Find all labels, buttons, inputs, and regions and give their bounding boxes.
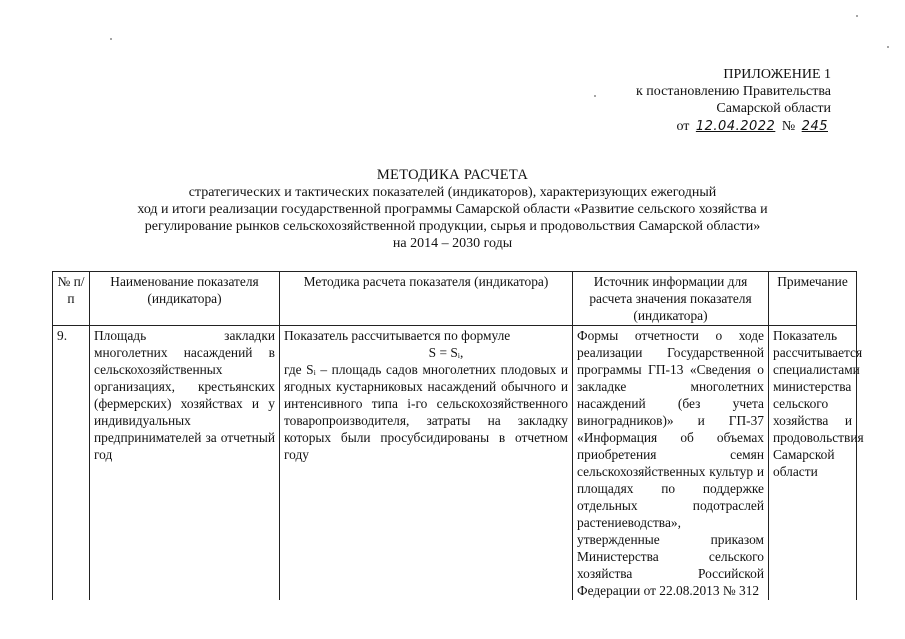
scan-speck	[594, 95, 596, 97]
cell-method	[280, 326, 573, 601]
scan-speck	[110, 38, 112, 40]
table-row	[53, 326, 857, 601]
cell-name: Площадь закладки многолетних насаждений в сельскохозяйственных организациях, крестьянских (фермерских) хозяйствах и у индивидуальных предпринимателей за отчетный год	[90, 326, 280, 601]
method-formula: S = Sᵢ,	[428, 345, 464, 360]
indicator-table	[52, 271, 864, 600]
resolution-number: 245	[801, 119, 828, 134]
number-prefix: №	[781, 119, 796, 134]
resolution-date: 12.04.2022	[695, 119, 776, 134]
header-source: Источник информации для расчета значения показателя (индикатора)	[573, 272, 769, 326]
scan-speck	[856, 15, 858, 17]
scan-speck	[887, 46, 889, 48]
annex-region-line: Самарской области	[716, 101, 831, 116]
title-line-2: ход и итоги реализации государственной программы Самарской области «Развитие сельского хозяйства и	[137, 202, 768, 217]
header-note: Примечание	[769, 272, 857, 326]
method-intro: Показатель рассчитывается по формуле	[284, 328, 511, 343]
header-name: Наименование показателя (индикатора)	[90, 272, 280, 326]
annex-date-row	[601, 118, 831, 135]
title-line-1: стратегических и тактических показателей (индикаторов), характеризующих ежегодный	[188, 185, 717, 200]
title-line-4: на 2014 – 2030 годы	[392, 236, 513, 251]
date-prefix: от	[676, 119, 690, 134]
table-header-row	[53, 272, 857, 326]
method-body: где Sᵢ – площадь садов многолетних плодовых и ягодных кустарниковых насаждений обычного и интенсивного типа i-го сельскохозяйственного товаропроизводителя, затраты на закладку которых были просубсидированы в отчетном году	[284, 362, 568, 462]
title-line-3: регулирование рынков сельскохозяйственной продукции, сырья и продовольствия Самарской области»	[144, 219, 761, 234]
annex-resolution-line: к постановлению Правительства	[635, 84, 831, 99]
cell-source: Формы отчетности о ходе реализации Государственной программы ГП-13 «Сведения о закладке многолетних насаждений (без учета виноградников)» и ГП-37 «Информация об объемах приобретения семян сельскохозяйственных культур и площадях по поддержке отдельных подотраслей растениеводства», утвержденные приказом Министерства сельского хозяйства Российской Федерации от 22.08.2013 № 312	[573, 326, 769, 601]
annex-heading: ПРИЛОЖЕНИЕ 1	[723, 67, 831, 82]
document-title	[60, 167, 845, 252]
header-num: № п/п	[53, 272, 90, 326]
annex-block	[601, 66, 831, 135]
header-method: Методика расчета показателя (индикатора)	[280, 272, 573, 326]
cell-note: Показатель рассчитывается специалистами министерства сельского хозяйства и продовольствия Самарской области	[769, 326, 857, 601]
title-main: МЕТОДИКА РАСЧЕТА	[376, 167, 529, 183]
cell-num: 9.	[53, 326, 90, 601]
